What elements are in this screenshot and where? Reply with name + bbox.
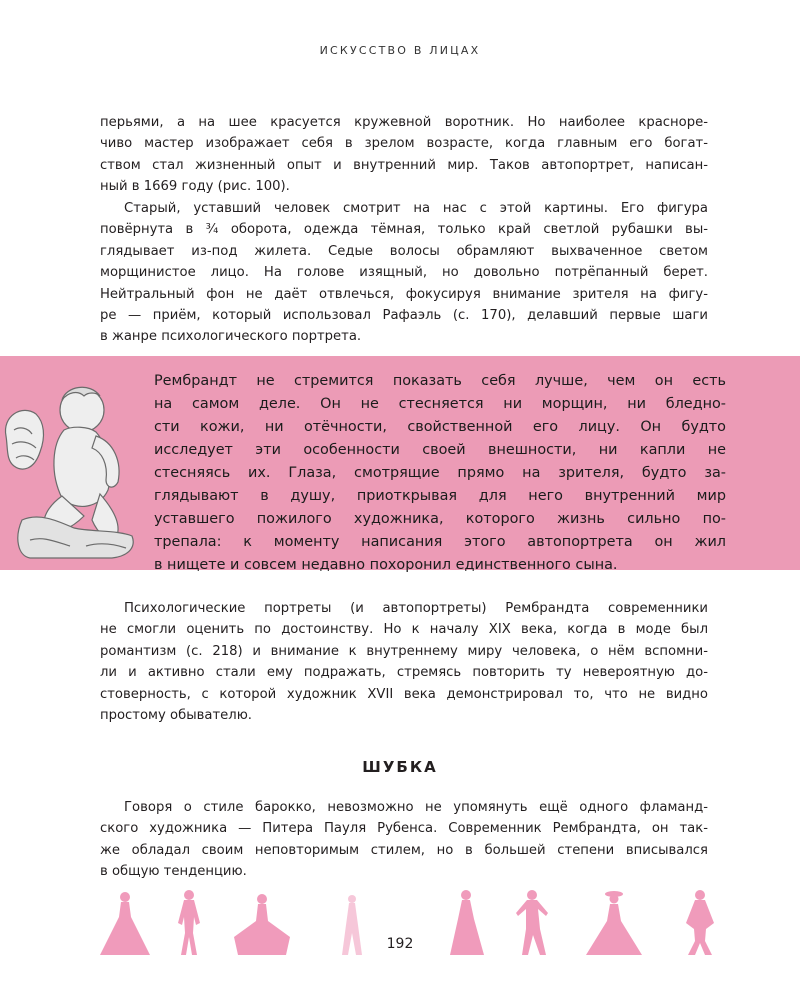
quote-line: стесняясь их. Глаза, смотрящие прямо на зрителя, будто за- [154,465,726,481]
page-number: 192 [386,936,414,952]
text-line: Говоря о стиле барокко, невозможно не упомянуть ещё одного фламанд- [124,800,708,815]
paragraph-1 [100,112,708,198]
text-line: ный в 1669 году (рис. 100). [100,179,290,195]
text-line: романтизм (с. 218) и внимание к внутреннему миру человека, о нём вспомни- [100,643,708,659]
section-title: ШУБКА [362,758,438,776]
quote-line: Рембрандт не стремится показать себя лучше, чем он есть [154,373,726,389]
text-line: Старый, уставший человек смотрит на нас с этой картины. Его фигура [124,201,708,216]
text-line: повёрнута в ¾ оборота, одежда тёмная, только край светлой рубашки вы- [100,222,708,238]
text-line: простому обывателю. [100,708,252,724]
text-line: ли и активно стали ему подражать, стремясь повторить ту невероятную до- [100,665,708,681]
pull-quote [154,370,726,577]
quote-line: сти кожи, ни отёчности, свойственной его лицу. Он будто [154,419,726,435]
paragraph-3 [100,598,708,726]
running-title: ИСКУССТВО В ЛИЦАХ [319,44,481,57]
text-line: глядывает из-под жилета. Седые волосы обрамляют выхваченное светом [100,243,708,259]
text-line: чиво мастер изображает себя в зрелом возрасте, когда главным его богат- [100,136,708,152]
paragraph-2 [100,198,708,348]
quote-line: трепала: к моменту написания этого автопортрета он жил [154,534,726,550]
paragraph-4 [100,797,708,883]
text-line: перьями, а на шее красуется кружевной воротник. Но наиболее красноре- [100,115,708,130]
text-line: ством стал жизненный опыт и внутренний мир. Таков автопортрет, написан- [100,157,708,173]
text-line: в общую тенденцию. [100,864,247,880]
pull-quote-band [0,356,800,573]
text-line: ского художника — Питера Пауля Рубенса. Современник Рембрандта, он так- [100,821,708,837]
quote-line: глядывают в душу, приоткрывая для него внутренний мир [154,488,726,504]
quote-line: на самом деле. Он не стесняется ни морщин, ни бледно- [154,396,726,412]
text-line: Нейтральный фон не даёт отвлечься, фокусируя внимание зрителя на фигу- [100,286,708,302]
text-line: ре — приём, который использовал Рафаэль (с. 170), делавший первые шаги [100,308,708,324]
text-line: стоверность, с которой художник XVII века демонстрировал то, что не видно [100,686,708,702]
text-line: в жанре психологического портрета. [100,329,362,345]
text-line: не смогли оценить по достоинству. Но к началу XIX века, когда в моде был [100,622,708,638]
quote-line: в нищете и совсем недавно похоронил единственного сына. [154,557,618,573]
text-line: же обладал своим неповторимым стилем, но в большей степени вписывался [100,842,708,858]
cupid-statue-illustration [0,370,150,560]
text-line: Психологические портреты (и автопортреты) Рембрандта современники [124,601,708,616]
quote-line: уставшего пожилого художника, которого жизнь сильно по- [154,511,726,527]
baroque-figures-decoration [0,885,800,965]
quote-line: исследует эти особенности своей внешности, ни капли не [154,442,726,458]
text-line: морщинистое лицо. На голове изящный, но довольно потрёпанный берет. [100,265,708,281]
